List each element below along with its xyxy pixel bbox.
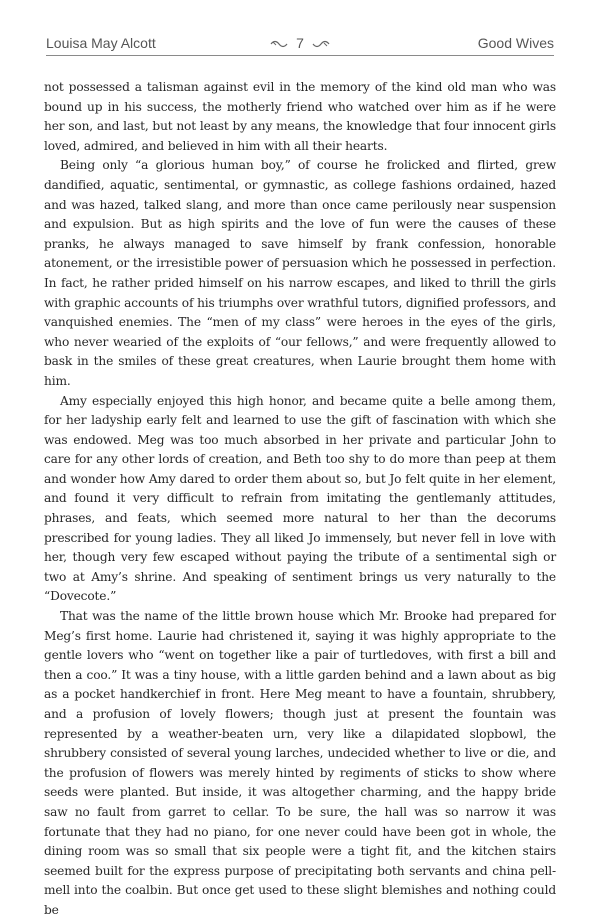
paragraph-2: Being only “a glorious human boy,” of course he frolicked and flirted, grew dandified, aquatic, sentimental, or gymnastic, as college fashions ordained, hazed and was hazed, talked slang, and more than once came perilously near suspension and expulsion. But as high spirits and the love of fun were the causes of these pranks, he always managed to save himself by frank confession, honorable atonement, or the irresistible power of persuasion which he possessed in perfection. In fact, he rather prided himself on his narrow escapes, and liked to thrill the girls with graphic accounts of his triumphs over wrathful tutors, dignified professors, and vanquished enemies. The “men of my class” were heroes in the eyes of the girls, who never wearied of the exploits of “our fellows,” and were frequently allowed to bask in the smiles of these great creatures, when Laurie brought them home with him. bbox=[44, 158, 556, 388]
paragraph-3: Amy especially enjoyed this high honor, and became quite a belle among them, for her ladyship early felt and learned to use the gift of fascination with which she was endowed. Meg was too much absorbed in her private and particular John to care for any other lords of creation, and Beth too shy to do more than peep at them and wonder how Amy dared to order them about so, but Jo felt quite in her element, and found it very difficult to refrain from imitating the gentlemanly attitudes, phrases, and feats, which seemed more natural to her than the decorums prescribed for young ladies. They all liked Jo immensely, but never fell in love with her, though very few escaped without paying the tribute of a sentimental sigh or two at Amy’s shrine. And speaking of sentiment brings us very naturally to the “Dovecote.” bbox=[44, 393, 556, 604]
left-ornament-icon bbox=[270, 39, 288, 49]
paragraph-1: not possessed a talisman against evil in the memory of the kind old man who was bound up in his success, the motherly friend who watched over him as if he were her son, and last, but not least by any means, the knowledge that four innocent girls loved, admired, and believed in him with all their hearts. bbox=[44, 80, 556, 153]
paragraph-4: That was the name of the little brown house which Mr. Brooke had prepared for Meg’s first home. Laurie had christened it, saying it was highly appropriate to the gentle lovers who “went on together like a pair of turtledoves, with first a bill and then a coo.” It was a tiny house, with a little garden behind and a lawn about as big as a pocket handkerchief in front. Here Meg meant to have a fountain, shrubbery, and a profusion of lovely flowers; though just at present the fountain was represented by a weather-beaten urn, very like a dilapidated slopbowl, the shrubbery consisted of several young larches, undecided whether to live or die, and the profusion of flowers was merely hinted by regiments of sticks to show where seeds were planted. But inside, it was altogether charming, and the happy bride saw no fault from garret to cellar. To be sure, the hall was so narrow it was fortunate that they had no piano, for one never could have been got in whole, the dining room was so small that six people were a tight fit, and the kitchen stairs seemed built for the express purpose of precipitating both servants and china pell-mell into the coalbin. But once get used to these slight blemishes and nothing could be bbox=[44, 609, 556, 917]
book-title: Good Wives bbox=[477, 35, 554, 51]
author-name: Louisa May Alcott bbox=[46, 35, 156, 51]
running-header bbox=[46, 33, 554, 56]
page-number: 7 bbox=[296, 35, 304, 51]
body-text bbox=[44, 78, 556, 921]
right-ornament-icon bbox=[312, 39, 330, 49]
